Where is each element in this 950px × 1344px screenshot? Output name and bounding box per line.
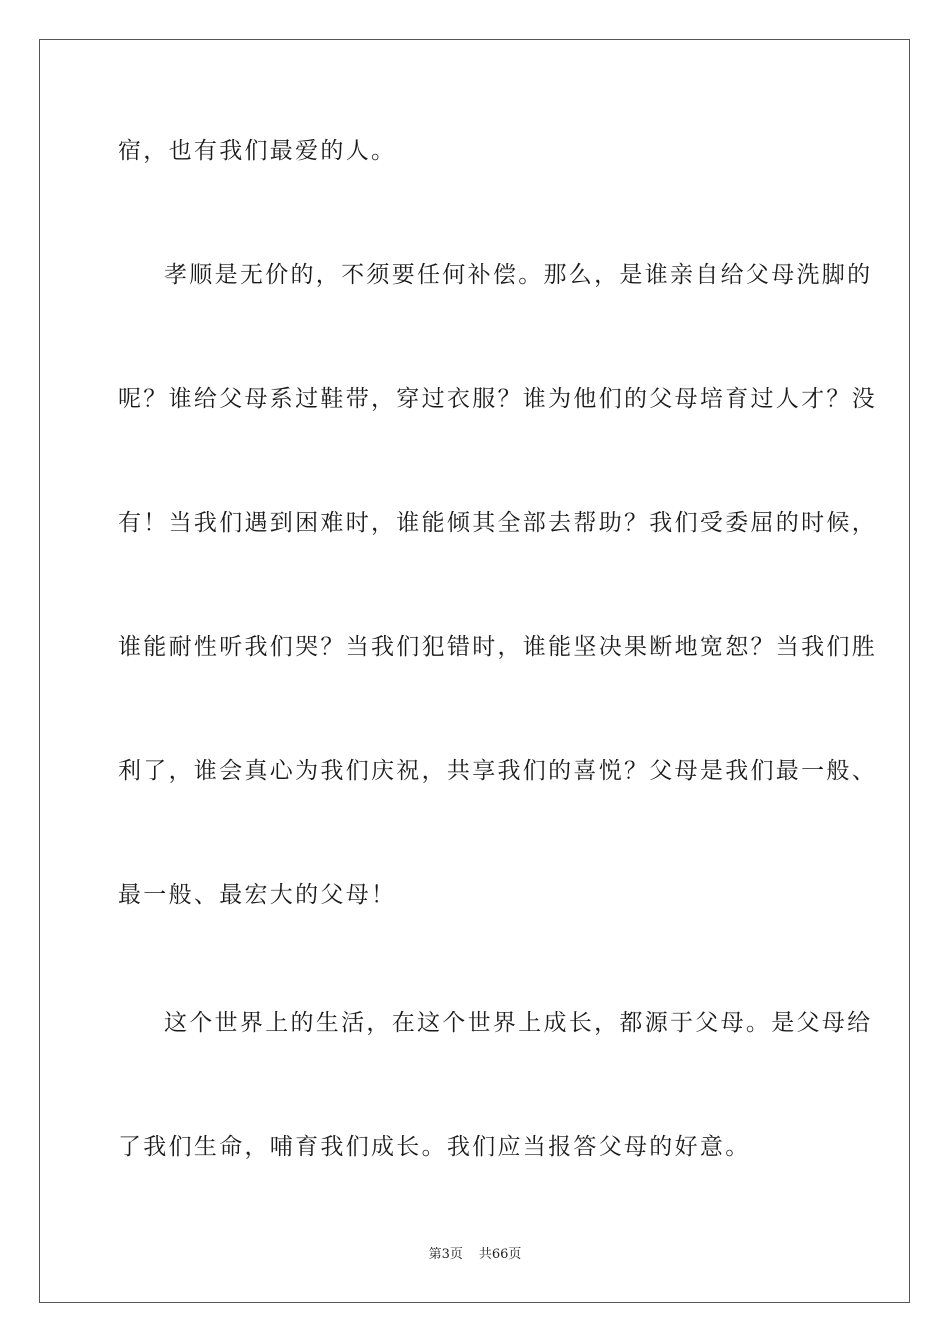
text-line: 利了，谁会真心为我们庆祝，共享我们的喜悦？父母是我们最一般、 [118,758,877,784]
text-line: 最一般、最宏大的父母！ [118,882,397,908]
text-line: 宿，也有我们最爱的人。 [118,138,397,164]
text-line: 有！当我们遇到困难时，谁能倾其全部去帮助？我们受委屈的时候， [118,510,877,536]
text-line: 了我们生命，哺育我们成长。我们应当报答父母的好意。 [118,1134,751,1160]
page-footer [0,1246,950,1264]
page-border [39,39,910,1303]
paragraph-first-line: 这个世界上的生活，在这个世界上成长，都源于父母。是父母给 [164,1010,873,1036]
text-line: 呢？谁给父母系过鞋带，穿过衣服？谁为他们的父母培育过人才？没 [118,386,877,412]
paragraph-first-line: 孝顺是无价的，不须要任何补偿。那么，是谁亲自给父母洗脚的 [164,262,873,288]
page-number: 第3页 [428,1247,463,1262]
page-total: 共66页 [478,1247,522,1262]
text-line: 谁能耐性听我们哭？当我们犯错时，谁能坚决果断地宽恕？当我们胜 [118,634,877,660]
